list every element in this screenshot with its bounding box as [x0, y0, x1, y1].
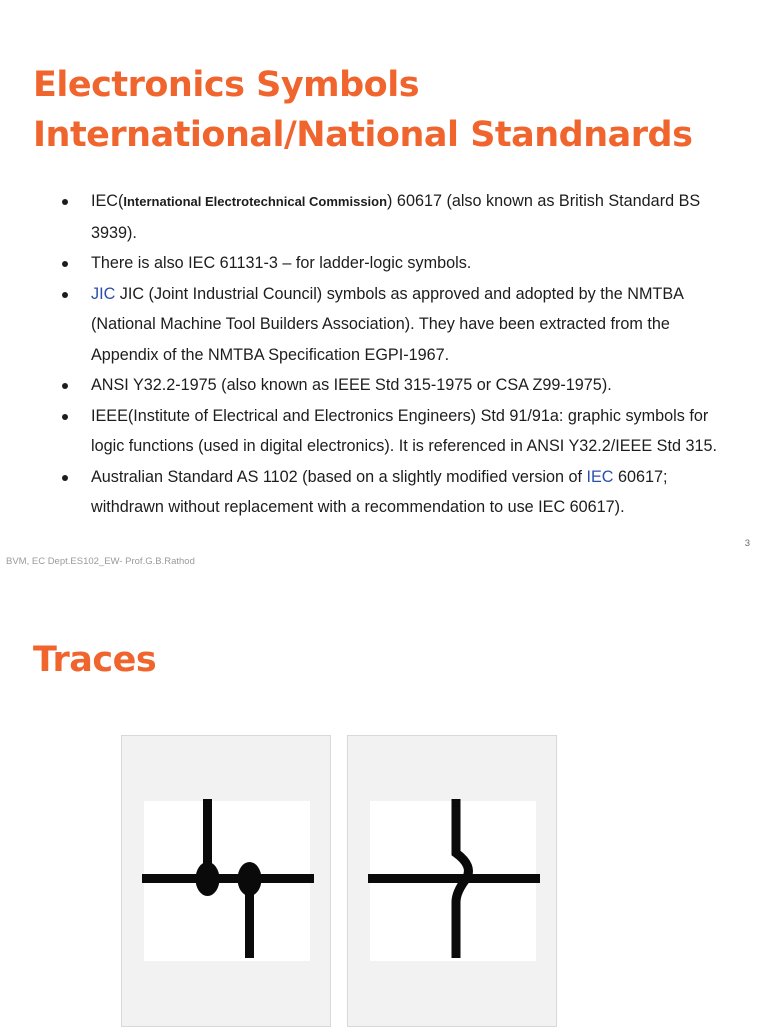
slide-traces [0, 605, 768, 1024]
crossing-traces-diagram [347, 735, 557, 1027]
horizontal-trace [368, 874, 540, 883]
bullet-text: ) 60617 (also known as British Standard BS 3939). [91, 192, 701, 242]
list-item-ansi [58, 370, 738, 401]
bullet-text: ANSI Y32.2-1975 (also known as IEEE Std 315-1975 or CSA Z99-1975). [91, 376, 612, 394]
bullet-text: 60617; withdrawn without replacement with a recommendation to use IEC 60617). [91, 467, 668, 516]
iec-link[interactable]: IEC [586, 467, 614, 486]
list-item-jic [58, 279, 738, 371]
bullet-text: IEC( [91, 192, 124, 210]
list-item-iec [58, 186, 738, 248]
jic-link[interactable]: JIC [91, 284, 116, 303]
slide-footer: BVM, EC Dept.ES102_EW- Prof.G.B.Rathod [6, 556, 195, 567]
standards-list [58, 186, 738, 523]
list-item-australian [58, 462, 738, 523]
slide-title [33, 60, 692, 160]
page-number: 3 [744, 538, 750, 549]
horizontal-trace [142, 874, 314, 883]
bullet-text: JIC (Joint Industrial Council) symbols as approved and adopted by the NMTBA (National Machine Tool Builders Association). They have been extracted from the Appendix of the NMTBA Specification EGPI-1967. [91, 284, 684, 364]
joined-traces-icon [122, 736, 330, 1026]
slide-title: Traces [33, 640, 157, 680]
bullet-text: IEEE(Institute of Electrical and Electronics Engineers) Std 91/91a: graphic symbols for logic functions (used in digital electronics). It is referenced in ANSI Y32.2/IEEE Std 315. [91, 406, 717, 455]
title-line-2: International/National Standnards [33, 115, 693, 155]
crossing-traces-icon [348, 736, 556, 1026]
junction-dot [196, 862, 220, 896]
list-item-iec-61131 [58, 248, 738, 279]
bullet-text: Australian Standard AS 1102 (based on a slightly modified version of [91, 467, 587, 486]
bullet-text: There is also IEC 61131-3 – for ladder-logic symbols. [91, 254, 472, 272]
junction-dot [238, 862, 262, 896]
bullet-text-small: International Electrotechnical Commission [123, 194, 388, 209]
joined-traces-diagram [121, 735, 331, 1027]
title-line-1: Electronics Symbols [33, 65, 420, 105]
list-item-ieee [58, 401, 738, 462]
